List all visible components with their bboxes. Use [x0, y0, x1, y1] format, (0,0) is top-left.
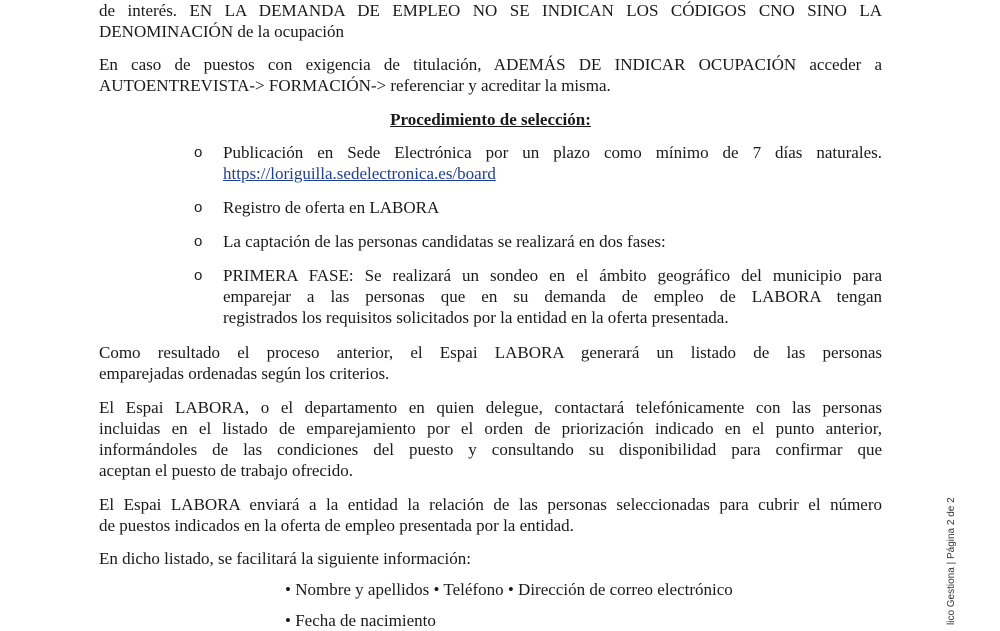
text-line: El Espai LABORA enviará a la entidad la relación de las personas seleccionadas para cubrir el número: [99, 495, 882, 514]
text-line: de puestos indicados en la oferta de empleo presentada por la entidad.: [99, 516, 574, 535]
list-item-captacion: [223, 231, 882, 252]
text-line: registrados los requisitos solicitados por la entidad en la oferta presentada.: [223, 308, 729, 327]
text-line: Registro de oferta en LABORA: [223, 198, 440, 217]
bullet-marker: o: [194, 233, 203, 250]
paragraph-contacto: [99, 397, 882, 481]
text-line: En dicho listado, se facilitará la siguiente información:: [99, 549, 471, 568]
bullet-marker: o: [194, 144, 203, 161]
text-line: emparejadas ordenadas según los criterios.: [99, 364, 390, 383]
list-item-registro: [223, 197, 882, 218]
paragraph-cno-note: [99, 0, 882, 42]
text-line: AUTOENTREVISTA-> FORMACIÓN-> referenciar y acreditar la misma.: [99, 76, 611, 95]
info-fields-line: • Fecha de nacimiento: [285, 611, 436, 630]
paragraph-envio: [99, 494, 882, 536]
paragraph-resultado: [99, 342, 882, 384]
text-line: informándoles de las condiciones del puesto y consultando su disponibilidad para confirmar que: [99, 440, 882, 459]
text-line: DENOMINACIÓN de la ocupación: [99, 22, 345, 41]
paragraph-listado: [99, 548, 882, 569]
text-line: En caso de puestos con exigencia de titulación, ADEMÁS DE INDICAR OCUPACIÓN acceder a: [99, 55, 882, 74]
text-line: Publicación en Sede Electrónica por un plazo como mínimo de 7 días naturales.: [223, 143, 882, 162]
section-heading: Procedimiento de selección:: [390, 110, 591, 129]
text-line: Como resultado el proceso anterior, el Espai LABORA generará un listado de las personas: [99, 343, 882, 362]
list-item-publicacion: [223, 142, 882, 184]
bullet-marker: o: [194, 267, 203, 284]
info-fields-line: • Nombre y apellidos • Teléfono • Dirección de correo electrónico: [285, 580, 733, 599]
sede-electronica-link[interactable]: https://loriguilla.sedelectronica.es/board: [223, 164, 496, 183]
text-line: incluidas en el listado de emparejamiento por el orden de priorización indicado en el punto anterior,: [99, 419, 882, 438]
text-line: de interés. EN LA DEMANDA DE EMPLEO NO SE INDICAN LOS CÓDIGOS CNO SINO LA: [99, 1, 882, 20]
text-line: emparejar a las personas que en su demanda de empleo de LABORA tengan: [223, 287, 882, 306]
text-line: aceptan el puesto de trabajo ofrecido.: [99, 461, 353, 480]
text-line: El Espai LABORA, o el departamento en quien delegue, contactará telefónicamente con las personas: [99, 398, 882, 417]
list-item-primera-fase: [223, 265, 882, 328]
bullet-marker: o: [194, 199, 203, 216]
text-line: La captación de las personas candidatas se realizará en dos fases:: [223, 232, 666, 251]
side-page-footer: lico Gestiona | Página 2 de 2: [946, 497, 957, 625]
text-line: PRIMERA FASE: Se realizará un sondeo en el ámbito geográfico del municipio para: [223, 266, 882, 285]
paragraph-titulacion: [99, 54, 882, 96]
